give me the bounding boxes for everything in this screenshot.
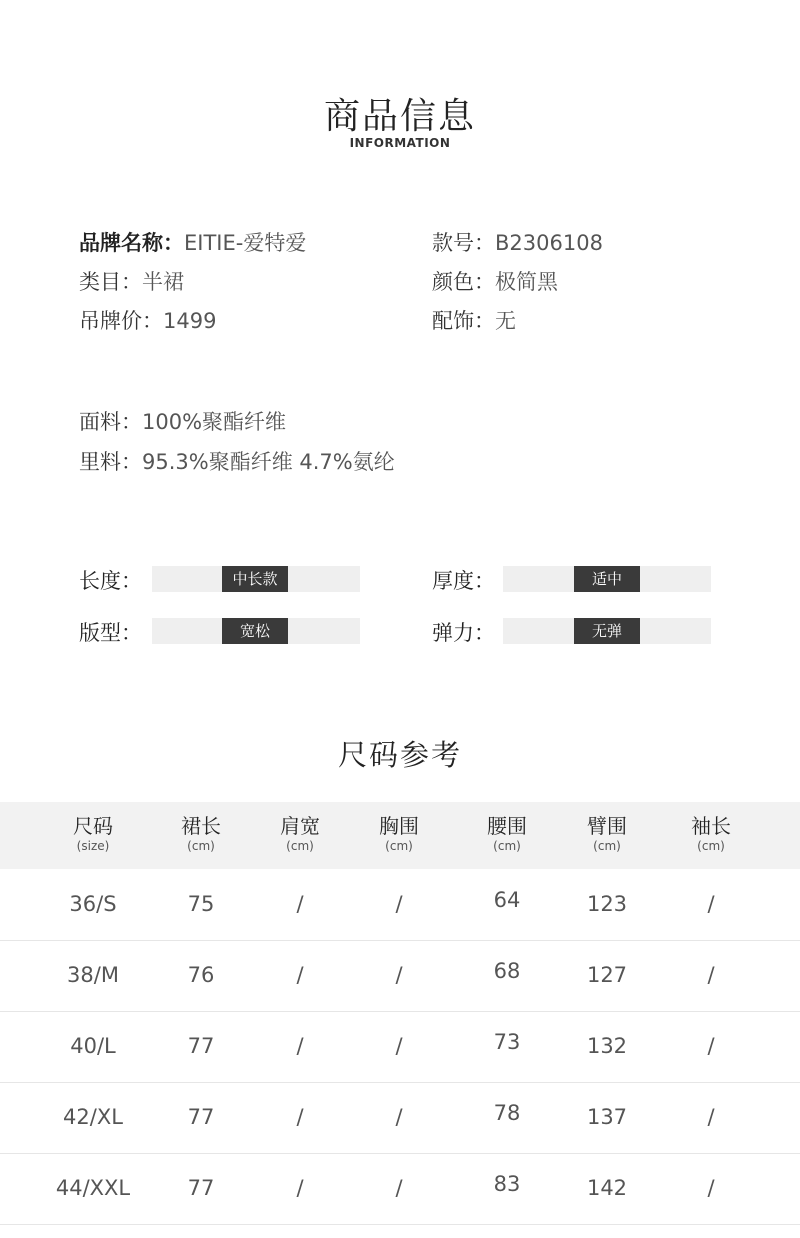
col-waist-unit: (cm) [493, 839, 521, 853]
cell-arm: 142 [586, 1176, 628, 1200]
cell-waist: 68 [493, 959, 521, 983]
cell-arm: 127 [586, 963, 628, 987]
style-no-line [432, 227, 603, 257]
cell-shoulder: / [296, 1034, 304, 1058]
cell-waist: 83 [493, 1172, 521, 1196]
thickness-label: 厚度： [432, 569, 495, 593]
cell-skirt-length: 76 [187, 963, 215, 987]
lining-label: 里料： [79, 450, 142, 474]
size-table-header [0, 802, 800, 869]
page-title: 商品信息 [323, 96, 476, 137]
table-row [0, 1011, 800, 1083]
elasticity-track [503, 618, 711, 644]
cell-bust: / [395, 963, 403, 987]
cell-skirt-length: 77 [187, 1034, 215, 1058]
brand-line [79, 227, 306, 257]
style-no-value: B2306108 [495, 231, 603, 255]
cell-arm: 123 [586, 892, 628, 916]
col-bust-unit: (cm) [385, 839, 413, 853]
col-skirt-length [151, 814, 251, 854]
cell-bust: / [395, 892, 403, 916]
table-row [0, 869, 800, 941]
cell-waist: 73 [493, 1030, 521, 1054]
cell-shoulder: / [296, 1105, 304, 1129]
col-sleeve-label: 袖长 [691, 814, 731, 838]
fabric-label: 面料： [79, 410, 142, 434]
thickness-tag: 适中 [574, 566, 640, 592]
cell-skirt-length: 75 [187, 892, 215, 916]
col-shoulder-label: 肩宽 [280, 814, 320, 838]
brand-value: EITIE-爱特爱 [184, 231, 307, 255]
cell-waist: 78 [493, 1101, 521, 1125]
col-arm-unit: (cm) [593, 839, 621, 853]
price-value: 1499 [163, 309, 217, 333]
cell-skirt-length: 77 [187, 1176, 215, 1200]
col-waist [457, 814, 557, 854]
price-line [79, 305, 216, 335]
col-bust [349, 814, 449, 854]
size-chart-title: 尺码参考 [337, 738, 462, 772]
table-row [0, 940, 800, 1012]
accessory-value: 无 [495, 309, 516, 333]
fit-tag: 宽松 [222, 618, 288, 644]
cell-bust: / [395, 1105, 403, 1129]
col-arm-label: 臂围 [587, 814, 627, 838]
col-size-unit: (size) [76, 839, 110, 853]
col-skirt-length-label: 裙长 [181, 814, 221, 838]
category-value: 半裙 [142, 270, 184, 294]
cell-size: 40/L [70, 1034, 116, 1058]
cell-shoulder: / [296, 892, 304, 916]
cell-size: 38/M [67, 963, 119, 987]
fit-label: 版型： [79, 621, 142, 645]
cell-sleeve: / [707, 892, 715, 916]
cell-size: 44/XXL [55, 1176, 131, 1200]
page-subtitle: INFORMATION [349, 136, 451, 150]
thickness-track [503, 566, 711, 592]
brand-label: 品牌名称： [79, 231, 184, 255]
cell-arm: 137 [586, 1105, 628, 1129]
col-sleeve [661, 814, 761, 854]
fabric-line [79, 406, 286, 436]
col-shoulder [250, 814, 350, 854]
cell-arm: 132 [586, 1034, 628, 1058]
cell-size: 36/S [69, 892, 117, 916]
color-value: 极简黑 [495, 270, 558, 294]
category-line [79, 266, 184, 296]
accessory-label: 配饰： [432, 309, 495, 333]
cell-size: 42/XL [63, 1105, 123, 1129]
style-no-label: 款号： [432, 231, 495, 255]
cell-shoulder: / [296, 1176, 304, 1200]
color-line [432, 266, 558, 296]
price-label: 吊牌价： [79, 309, 163, 333]
cell-bust: / [395, 1034, 403, 1058]
table-row [0, 1082, 800, 1154]
fabric-value: 100%聚酯纤维 [142, 410, 287, 434]
elasticity-tag: 无弹 [574, 618, 640, 644]
col-shoulder-unit: (cm) [286, 839, 314, 853]
color-label: 颜色： [432, 270, 495, 294]
length-tag: 中长款 [222, 566, 288, 592]
cell-sleeve: / [707, 1105, 715, 1129]
col-size [43, 814, 143, 854]
lining-value: 95.3%聚酯纤维 4.7%氨纶 [142, 450, 395, 474]
cell-shoulder: / [296, 963, 304, 987]
category-label: 类目： [79, 270, 142, 294]
length-track [152, 566, 360, 592]
fit-track [152, 618, 360, 644]
cell-sleeve: / [707, 1034, 715, 1058]
accessory-line [432, 305, 516, 335]
col-size-label: 尺码 [73, 814, 113, 838]
elasticity-label: 弹力： [432, 621, 495, 645]
table-row [0, 1153, 800, 1225]
cell-bust: / [395, 1176, 403, 1200]
col-skirt-length-unit: (cm) [187, 839, 215, 853]
cell-sleeve: / [707, 1176, 715, 1200]
lining-line [79, 446, 395, 476]
col-bust-label: 胸围 [379, 814, 419, 838]
col-waist-label: 腰围 [487, 814, 527, 838]
cell-sleeve: / [707, 963, 715, 987]
col-arm [557, 814, 657, 854]
length-label: 长度： [79, 569, 142, 593]
cell-waist: 64 [493, 888, 521, 912]
cell-skirt-length: 77 [187, 1105, 215, 1129]
col-sleeve-unit: (cm) [697, 839, 725, 853]
